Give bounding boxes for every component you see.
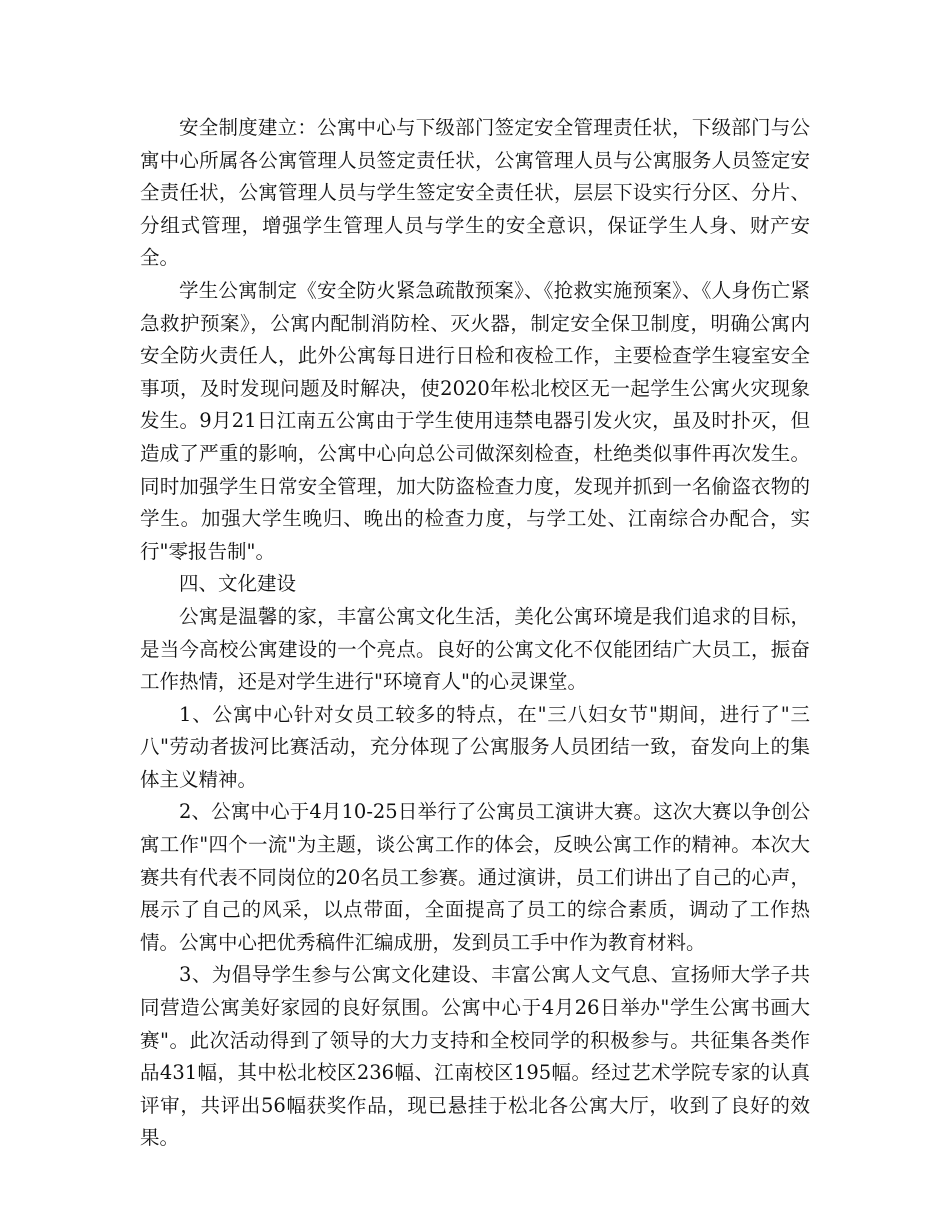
paragraph-item-3: 3、为倡导学生参与公寓文化建设、丰富公寓人文气息、宣扬师大学子共同营造公寓美好家园的良好氛围。公寓中心于4月26日举办"学生公寓书画大赛"。此次活动得到了领导的大力支持和全校同学的积极参与。共征集各类作品431幅，其中松北校区236幅、江南校区195幅。经过艺术学院专家的认真评审，共评出56幅获奖作品，现已悬挂于松北各公寓大厅，收到了良好的效果。 — [140, 963, 810, 1150]
paragraph-item-1: 1、公寓中心针对女员工较多的特点，在"三八妇女节"期间，进行了"三八"劳动者拔河比赛活动，充分体现了公寓服务人员团结一致，奋发向上的集体主义精神。 — [140, 702, 810, 791]
paragraph-item-2: 2、公寓中心于4月10-25日举行了公寓员工演讲大赛。这次大赛以争创公寓工作"四个一流"为主题，谈公寓工作的体会，反映公寓工作的精神。本次大赛共有代表不同岗位的20名员工参赛。通过演讲，员工们讲出了自己的心声，展示了自己的风采，以点带面，全面提高了员工的综合素质，调动了工作热情。公寓中心把优秀稿件汇编成册，发到员工手中作为教育材料。 — [140, 800, 810, 954]
paragraph-culture-intro: 公寓是温馨的家，丰富公寓文化生活，美化公寓环境是我们追求的目标，是当今高校公寓建设的一个亮点。良好的公寓文化不仅能团结广大员工，振奋工作热情，还是对学生进行"环境育人"的心灵课堂。 — [140, 604, 810, 694]
paragraph-safety-system: 安全制度建立：公寓中心与下级部门签定安全管理责任状，下级部门与公寓中心所属各公寓管理人员签定责任状，公寓管理人员与公寓服务人员签定安全责任状，公寓管理人员与学生签定安全责任状，层层下设实行分区、分片、分组式管理，增强学生管理人员与学生的安全意识，保证学生人身、财产安全。 — [140, 116, 810, 270]
section-heading-culture: 四、文化建设 — [179, 572, 297, 596]
document-body — [140, 112, 810, 1155]
paragraph-fire-prevention: 学生公寓制定《安全防火紧急疏散预案》、《抢救实施预案》、《人身伤亡紧急救护预案》，公寓内配制消防栓、灭火器，制定安全保卫制度，明确公寓内安全防火责任人，此外公寓每日进行日检和夜检工作，主要检查学生寝室安全事项，及时发现问题及时解决，使2020年松北校区无一起学生公寓火灾现象发生。9月21日江南五公寓由于学生使用违禁电器引发火灾，虽及时扑灭，但造成了严重的影响，公寓中心向总公司做深刻检查，杜绝类似事件再次发生。同时加强学生日常安全管理，加大防盗检查力度，发现并抓到一名偷盗衣物的学生。加强大学生晚归、晚出的检查力度，与学工处、江南综合办配合，实行"零报告制"。 — [140, 278, 810, 563]
